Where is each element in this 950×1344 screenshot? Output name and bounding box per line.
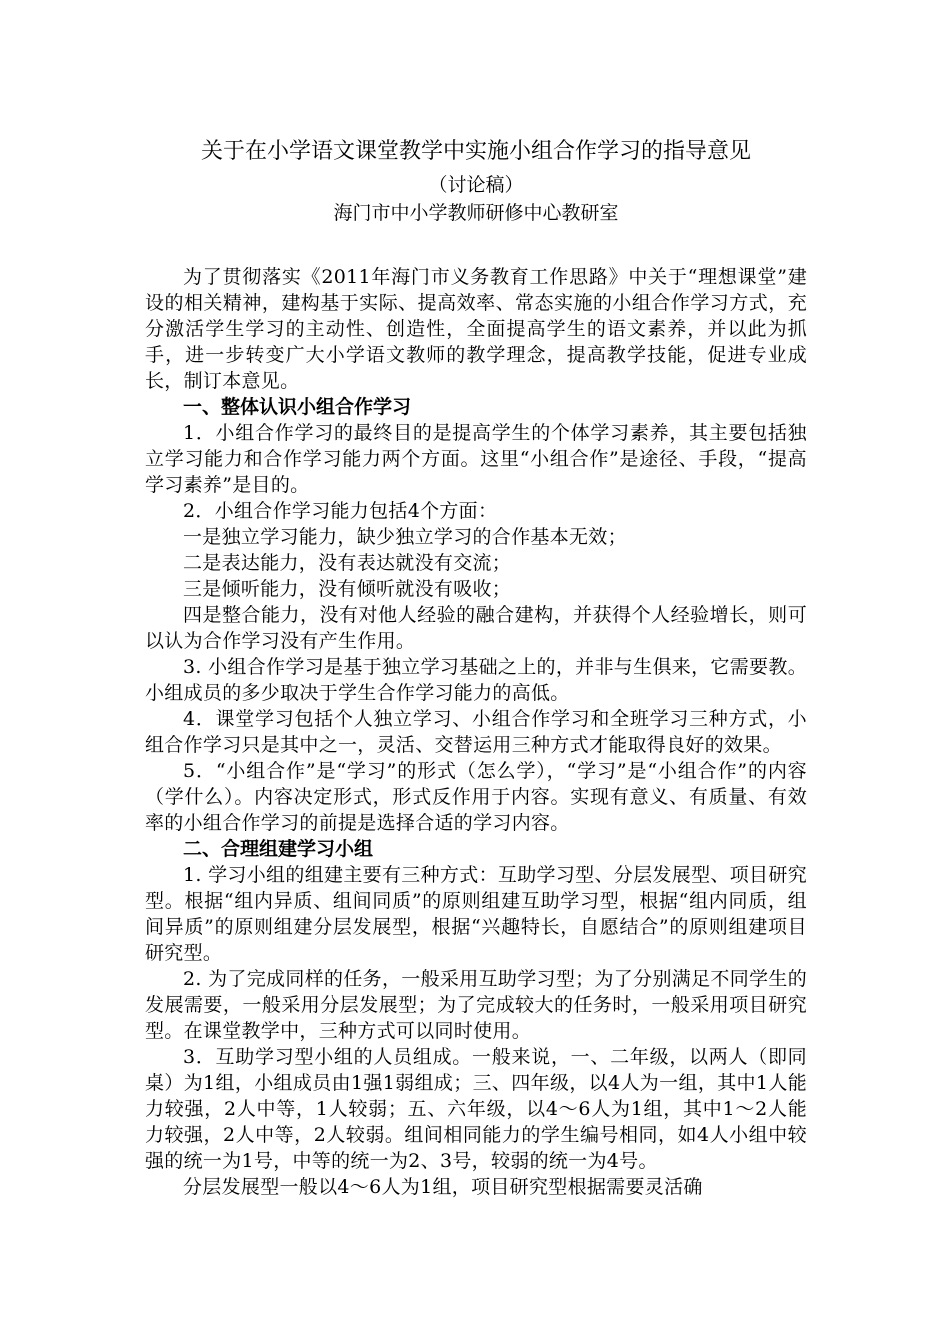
section1-item-4: 四是整合能力，没有对他人经验的融合建构，并获得个人经验增长，则可以认为合作学习没有产生作用。 <box>145 604 807 652</box>
section1-item-3: 三是倾听能力，没有倾听就没有吸收； <box>183 578 512 600</box>
section1-paragraph-5: 5．“小组合作”是“学习”的形式（怎么学），“学习”是“小组合作”的内容（学什么）。内容决定形式，形式反作用于内容。实现有意义、有质量、有效率的小组合作学习的前提是选择合适的学习内容。 <box>145 760 807 834</box>
intro-paragraph: 为了贯彻落实《2011年海门市义务教育工作思路》中关于“理想课堂”建设的相关精神，建构基于实际、提高效率、常态实施的小组合作学习方式，充分激活学生学习的主动性、创造性，全面提高学生的语文素养，并以此为抓手，进一步转变广大小学语文教师的教学理念，提高教学技能，促进专业成长，制订本意见。 <box>145 266 807 392</box>
document-subtitle: （讨论稿） <box>428 174 524 196</box>
section1-paragraph-1: 1．小组合作学习的最终目的是提高学生的个体学习素养，其主要包括独立学习能力和合作学习能力两个方面。这里“小组合作”是途径、手段，“提高学习素养”是目的。 <box>145 422 807 496</box>
document-title: 关于在小学语文课堂教学中实施小组合作学习的指导意见 <box>200 139 751 164</box>
section2-paragraph-1: 1. 学习小组的组建主要有三种方式：互助学习型、分层发展型、项目研究型。根据“组内异质、组间同质”的原则组建互助学习型，根据“组内同质，组间异质”的原则组建分层发展型，根据“兴趣特长，自愿结合”的原则组建项目研究型。 <box>145 864 807 964</box>
section2-paragraph-3: 3．互助学习型小组的人员组成。一般来说，一、二年级，以两人（即同桌）为1组，小组成员由1强1弱组成；三、四年级，以4人为一组，其中1人能力较强，2人中等，1人较弱；五、六年级，以4～6人为1组，其中1～2人能力较强，2人中等，2人较弱。组间相同能力的学生编号相同，如4人小组中较强的统一为1号，中等的统一为2、3号，较弱的统一为4号。 <box>145 1046 807 1172</box>
section-heading-2: 二、合理组建学习小组 <box>183 838 374 860</box>
section2-paragraph-2: 2. 为了完成同样的任务，一般采用互助学习型；为了分别满足不同学生的发展需要，一般采用分层发展型；为了完成较大的任务时，一般采用项目研究型。在课堂教学中，三种方式可以同时使用。 <box>145 968 807 1042</box>
document-page <box>145 133 807 1200</box>
section1-paragraph-2: 2．小组合作学习能力包括4个方面： <box>183 500 498 522</box>
section1-item-1: 一是独立学习能力，缺少独立学习的合作基本无效； <box>183 526 627 548</box>
section1-item-2: 二是表达能力，没有表达就没有交流； <box>183 552 512 574</box>
section1-paragraph-3: 3. 小组合作学习是基于独立学习基础之上的，并非与生俱来，它需要教。小组成员的多少取决于学生合作学习能力的高低。 <box>145 656 807 704</box>
section-heading-1: 一、整体认识小组合作学习 <box>183 396 412 418</box>
section2-paragraph-4: 分层发展型一般以4～6人为1组，项目研究型根据需要灵活确 <box>183 1176 703 1198</box>
section1-paragraph-4: 4．课堂学习包括个人独立学习、小组合作学习和全班学习三种方式，小组合作学习只是其中之一，灵活、交替运用三种方式才能取得良好的效果。 <box>145 708 807 756</box>
document-body <box>145 264 807 1200</box>
document-organization: 海门市中小学教师研修中心教研室 <box>333 202 619 224</box>
